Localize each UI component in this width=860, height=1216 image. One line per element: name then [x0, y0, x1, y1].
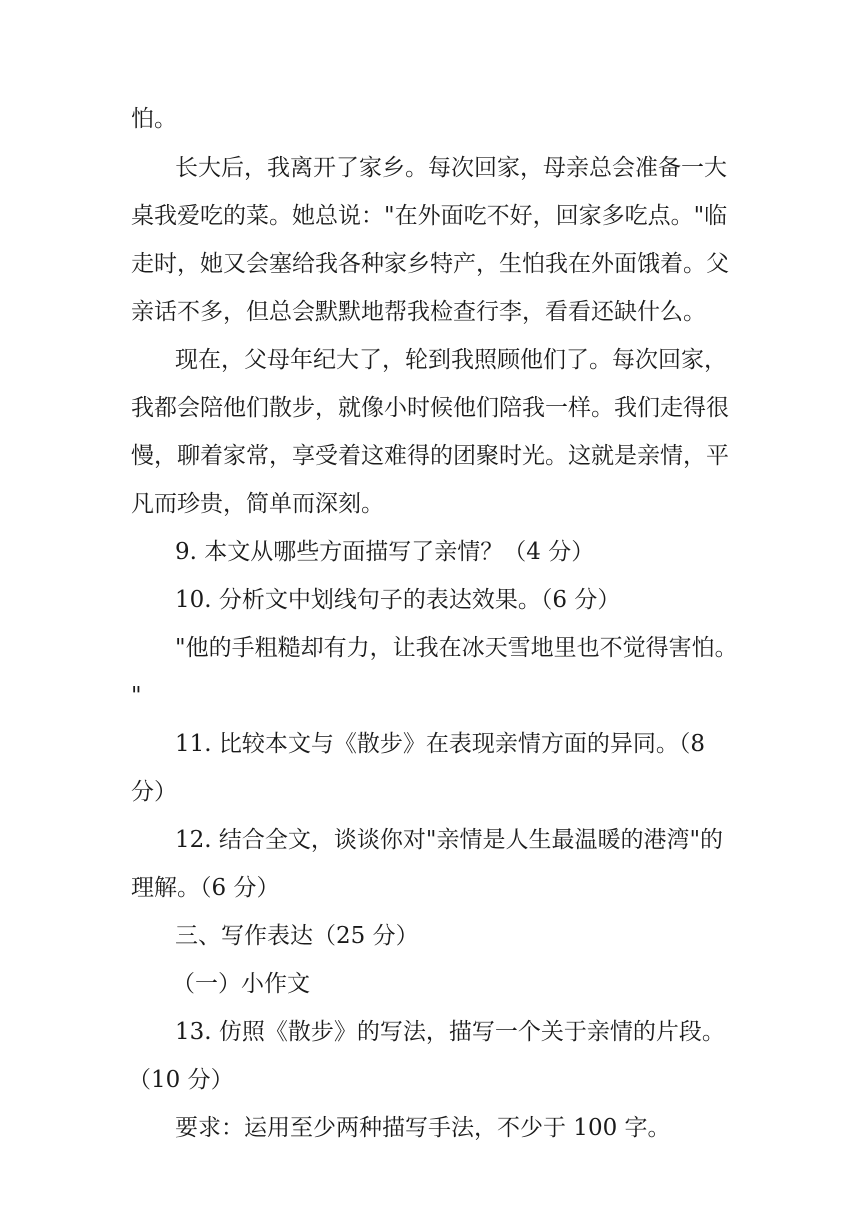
question-13: 13. 仿照《散步》的写法，描写一个关于亲情的片段。 [175, 1019, 725, 1045]
question-13-score: （10 分） [128, 1067, 234, 1093]
quoted-sentence: "他的手粗糙却有力，让我在冰天雪地里也不觉得害怕。 [175, 635, 738, 661]
paragraph-line: 我都会陪他们散步，就像小时候他们陪我一样。我们走得很 [131, 395, 729, 421]
paragraph-line: 怕。 [131, 106, 177, 132]
question-11-cont: 分） [131, 779, 177, 805]
requirement-text: 要求：运用至少两种描写手法，不少于 100 字。 [175, 1115, 671, 1141]
paragraph-line: 长大后，我离开了家乡。每次回家，母亲总会准备一大 [175, 155, 727, 181]
question-12-cont: 理解。（6 分） [131, 875, 280, 901]
question-9: 9. 本文从哪些方面描写了亲情？（4 分） [175, 539, 595, 565]
paragraph-line: 慢，聊着家常，享受着这难得的团聚时光。这就是亲情，平 [131, 443, 729, 469]
question-10: 10. 分析文中划线句子的表达效果。（6 分） [175, 587, 621, 613]
paragraph-line: 现在，父母年纪大了，轮到我照顾他们了。每次回家， [175, 347, 727, 373]
section-heading: 三、写作表达（25 分） [175, 923, 419, 949]
quoted-sentence-end: " [131, 683, 142, 709]
paragraph-line: 走时，她又会塞给我各种家乡特产，生怕我在外面饿着。父 [131, 251, 729, 277]
paragraph-line: 桌我爱吃的菜。她总说："在外面吃不好，回家多吃点。"临 [131, 203, 728, 229]
question-12: 12. 结合全文，谈谈你对"亲情是人生最温暖的港湾"的 [175, 827, 724, 853]
question-11: 11. 比较本文与《散步》在表现亲情方面的异同。（8 [175, 731, 706, 757]
paragraph-line: 亲话不多，但总会默默地帮我检查行李，看看还缺什么。 [131, 299, 706, 325]
paragraph-line: 凡而珍贵，简单而深刻。 [131, 491, 384, 517]
subsection-heading: （一）小作文 [172, 971, 310, 997]
